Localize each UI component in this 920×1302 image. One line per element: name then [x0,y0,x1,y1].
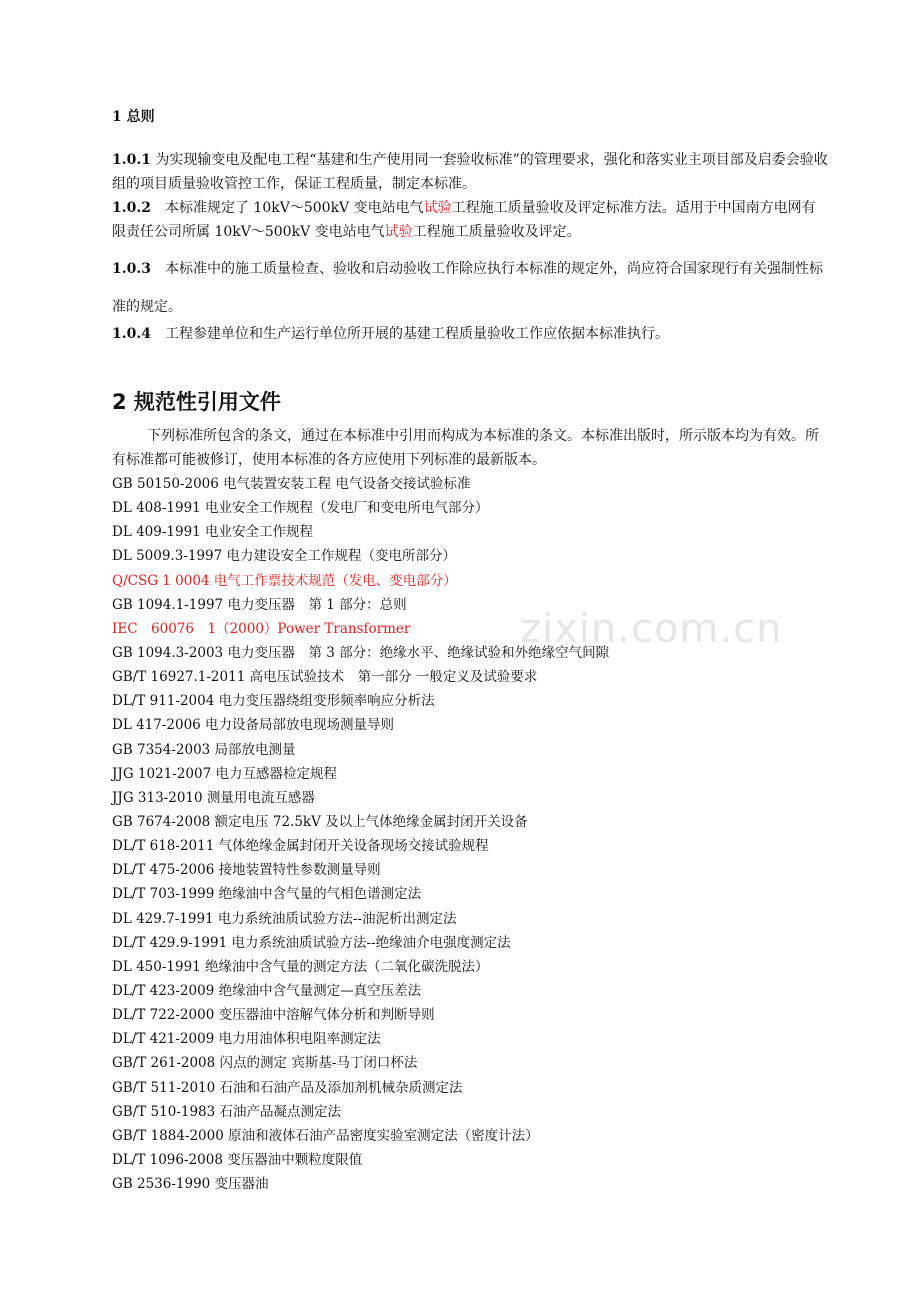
clause-number: 1.0.1 [112,152,151,168]
clause-text: 工程施工质量验收及评定标准方法。适用于中国南方电网有限责任公司所属 10kV～500kV 变电站电气 [112,200,816,240]
reference-item: GB 7354-2003 局部放电测量 [112,741,296,758]
reference-item: DL/T 1096-2008 变压器油中颗粒度限值 [112,1151,363,1168]
clause-text: 工程施工质量验收及评定。 [412,224,581,240]
reference-item: DL/T 722-2000 变压器油中溶解气体分析和判断导则 [112,1007,435,1024]
reference-list [112,472,828,1196]
reference-item: IEC 60076 1（2000）Power Transformer [112,620,411,637]
reference-item: DL 450-1991 绝缘油中含气量的测定方法（二氧化碳洗脱法） [112,958,489,975]
clause-number: 1.0.3 [112,261,151,277]
reference-item: JJG 313-2010 测量用电流互感器 [112,789,315,806]
clause-1-0-4 [112,322,828,346]
reference-item: DL 429.7-1991 电力系统油质试验方法--油泥析出测定法 [112,910,457,927]
reference-item: GB/T 1884-2000 原油和液体石油产品密度实验室测定法（密度计法） [112,1127,539,1144]
clause-text: 本标准中的施工质量检查、验收和启动验收工作除应执行本标准的规定外，尚应符合国家现行有关强制性标准的规定。 [112,261,823,315]
reference-item: GB/T 511-2010 石油和石油产品及添加剂机械杂质测定法 [112,1079,463,1096]
reference-item: GB/T 16927.1-2011 高电压试验技术 第一部分 一般定义及试验要求 [112,669,538,686]
reference-item: Q/CSG 1 0004 电气工作票技术规范（发电、变电部分） [112,572,457,589]
reference-item: DL/T 423-2009 绝缘油中含气量测定—真空压差法 [112,982,422,999]
reference-item: DL/T 618-2011 气体绝缘金属封闭开关设备现场交接试验规程 [112,838,489,855]
reference-item: GB 1094.3-2003 电力变压器 第 3 部分：绝缘水平、绝缘试验和外绝缘空气间隙 [112,644,610,661]
reference-item: GB 7674-2008 额定电压 72.5kV 及以上气体绝缘金属封闭开关设备 [112,813,528,830]
reference-item: DL/T 475-2006 接地装置特性参数测量导则 [112,862,381,879]
watermark: zixin.com.cn [520,606,783,652]
reference-item: DL 5009.3-1997 电力建设安全工作规程（变电所部分） [112,548,457,565]
clause-text-highlight: 试验 [423,200,452,216]
reference-item: DL/T 429.9-1991 电力系统油质试验方法--绝缘油介电强度测定法 [112,934,511,951]
clause-1-0-3 [112,250,828,326]
reference-item: GB 2536-1990 变压器油 [112,1176,269,1193]
clause-text: 工程参建单位和生产运行单位所开展的基建工程质量验收工作应依据本标准执行。 [150,326,669,342]
clause-text: 本标准规定了 10kV～500kV 变电站电气 [150,200,424,216]
section-2-intro: 下列标准所包含的条文，通过在本标准中引用而构成为本标准的条文。本标准出版时，所示版本均为有效。所有标准都可能被修订，使用本标准的各方应使用下列标准的最新版本。 [112,428,819,468]
reference-item: JJG 1021-2007 电力互感器检定规程 [112,765,337,782]
reference-item: DL 408-1991 电业安全工作规程（发电厂和变电所电气部分） [112,500,489,517]
clause-1-0-1 [112,148,828,196]
clause-1-0-2 [112,196,828,244]
clause-number: 1.0.4 [112,326,151,342]
clause-number: 1.0.2 [112,200,151,216]
reference-item: DL 417-2006 电力设备局部放电现场测量导则 [112,717,395,734]
section-1-heading: 1 总则 [112,109,155,125]
clause-text: 为实现输变电及配电工程“基建和生产使用同一套验收标准”的管理要求，强化和落实业主项目部及启委会验收组的项目质量验收管控工作，保证工程质量，制定本标准。 [112,152,828,192]
reference-item: DL/T 421-2009 电力用油体积电阻率测定法 [112,1031,381,1048]
reference-item: GB 1094.1-1997 电力变压器 第 1 部分：总则 [112,596,407,613]
clause-text-highlight: 试验 [384,224,413,240]
reference-item: DL 409-1991 电业安全工作规程 [112,524,314,541]
reference-item: GB 50150-2006 电气装置安装工程 电气设备交接试验标准 [112,476,471,492]
reference-item: GB/T 261-2008 闪点的测定 宾斯基-马丁闭口杯法 [112,1055,418,1072]
reference-item: DL/T 911-2004 电力变压器绕组变形频率响应分析法 [112,693,435,710]
section-2-heading: 2 规范性引用文件 [112,390,281,414]
reference-item: GB/T 510-1983 石油产品凝点测定法 [112,1103,342,1120]
reference-item: DL/T 703-1999 绝缘油中含气量的气相色谱测定法 [112,886,422,903]
